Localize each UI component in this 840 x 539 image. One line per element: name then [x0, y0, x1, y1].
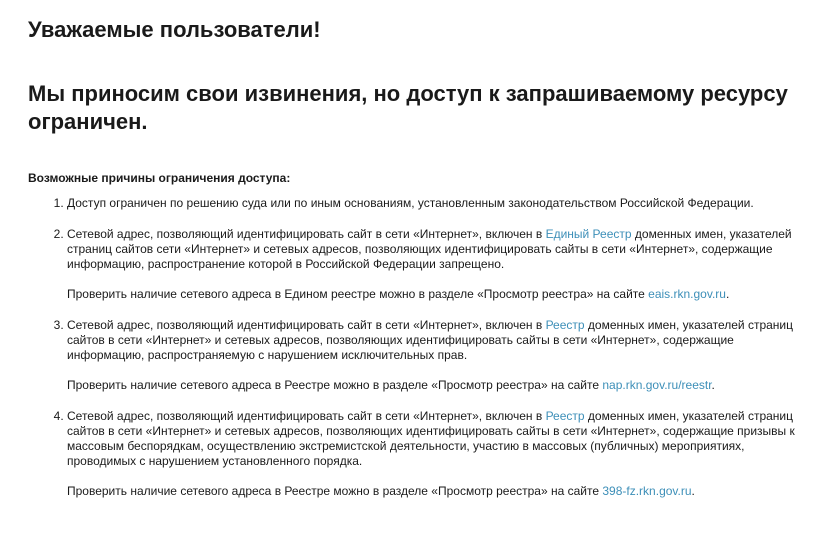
reason-text-pre: Сетевой адрес, позволяющий идентифицировать сайт в сети «Интернет», включен в — [67, 227, 546, 241]
reason-text-post: доменных имен, указателей страниц сайтов в сети «Интернет» и сетевых адресов, позволяющих идентифицировать сайты в сети «Интернет», содержащие призывы к массовым беспорядкам, осуществлению экстремистской деятельности, участию в массовых (публичных) мероприятиях, проводимых с нарушением установленного порядка. — [67, 409, 795, 468]
reason-item-1 — [67, 196, 808, 211]
registry-link[interactable]: Реестр — [545, 318, 585, 332]
reason-text — [67, 409, 808, 469]
registry-check-text — [67, 287, 808, 302]
check-text-post: . — [725, 287, 730, 301]
check-text-post: . — [691, 484, 695, 498]
reason-text — [67, 227, 808, 272]
registry-check-text — [67, 378, 808, 393]
reason-item-4 — [67, 409, 808, 499]
greeting-heading: Уважаемые пользователи! — [28, 17, 321, 42]
apology-heading: Мы приносим свои извинения, но доступ к запрашиваемому ресурсу ограничен. — [28, 81, 788, 134]
nap-site-link[interactable]: nap.rkn.gov.ru/reestr — [602, 378, 712, 392]
reasons-list — [28, 196, 808, 499]
eais-site-link[interactable]: eais.rkn.gov.ru — [648, 287, 726, 301]
reasons-title: Возможные причины ограничения доступа: — [28, 171, 291, 185]
check-text-pre: Проверить наличие сетевого адреса в Едином реестре можно в разделе «Просмотр реестра» на сайте — [67, 287, 649, 301]
reason-text: 1. Доступ ограничен по решению суда или по иным основаниям, установленным законодательством Российской Федерации. — [67, 196, 754, 210]
fz398-site-link[interactable]: 398-fz.rkn.gov.ru — [602, 484, 692, 498]
registry-check-text — [67, 484, 808, 499]
reason-text — [67, 318, 808, 363]
check-text-pre: Проверить наличие сетевого адреса в Реестре можно в разделе «Просмотр реестра» на сайте — [67, 484, 603, 498]
reason-item-2 — [67, 227, 808, 302]
check-text-pre: Проверить наличие сетевого адреса в Реестре можно в разделе «Просмотр реестра» на сайте — [67, 378, 603, 392]
registry-link[interactable]: Реестр — [545, 409, 585, 423]
reason-text-pre: Сетевой адрес, позволяющий идентифицировать сайт в сети «Интернет», включен в — [67, 318, 546, 332]
reason-text-post: доменных имен, указателей страниц сайтов в сети «Интернет» и сетевых адресов, позволяющих идентифицировать сайты в сети «Интернет», содержащие информацию, распространяемую с нарушением исключительных прав. — [67, 318, 793, 362]
reason-text-post: доменных имен, указателей страниц сайтов сети «Интернет» и сетевых адресов, позволяющих идентифицировать сайты в сети «Интернет», содержащие информацию, распространение которой в Российской Федерации запрещено. — [67, 227, 792, 271]
reason-text-pre: Сетевой адрес, позволяющий идентифицировать сайт в сети «Интернет», включен в — [67, 409, 546, 423]
check-text-post: . — [711, 378, 715, 392]
reason-item-3 — [67, 318, 808, 393]
unified-registry-link[interactable]: Единый Реестр — [545, 227, 632, 241]
